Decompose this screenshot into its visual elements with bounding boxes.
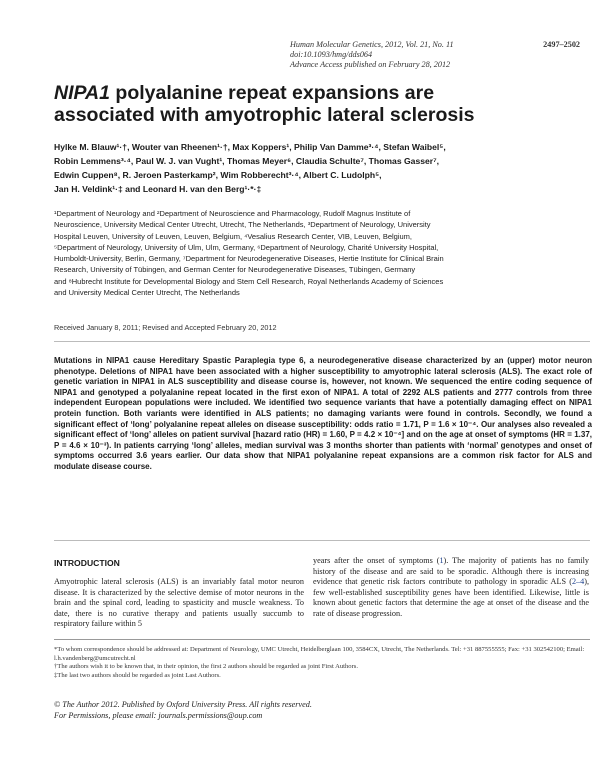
intro-text: ). The majority of patients has no family history of the disease and are said to be sporadic. Although there is increasing evidence that genetic risk factors contribute to pathology in sporadic ALS ( (313, 556, 589, 586)
title-gene: NIPA1 (54, 82, 110, 104)
affiliation-line: and University Medical Center Utrecht, The Netherlands (54, 288, 240, 298)
copyright (54, 699, 594, 721)
citation-link[interactable]: 1 (439, 556, 444, 565)
author-line: Edwin Cuppen⁸, R. Jeroen Pasterkamp², Wim Robberecht³·⁴, Albert C. Ludolph⁵, (54, 170, 382, 180)
footnote-last-authors: ‡The last two authors should be regarded as joint Last Authors. (54, 671, 221, 679)
divider (54, 540, 590, 541)
intro-text: years after the onset of symptoms ( (313, 556, 440, 565)
copyright-line: © The Author 2012. Published by Oxford University Press. All rights reserved. (54, 700, 312, 709)
title-line2: associated with amyotrophic lateral sclerosis (54, 104, 475, 126)
title-line1-rest: polyalanine repeat expansions are (110, 82, 435, 104)
citation-link[interactable]: 2–4 (571, 577, 585, 586)
author-list (54, 140, 594, 196)
journal-citation: Human Molecular Genetics, 2012, Vol. 21, No. 11 (290, 40, 454, 49)
affiliation-line: Research, University of Tübingen, and German Center for Neurodegenerative Diseases, Tübingen, Germany (54, 265, 416, 275)
footnotes (54, 646, 594, 680)
affiliation-line: Humboldt-University, Berlin, Germany, ⁷Department for Neurodegenerative Diseases, Hertie Institute for Clinical Brain (54, 254, 444, 264)
affiliation-line: and ⁸Hubrecht Institute for Developmental Biology and Stem Cell Research, Royal Netherlands Academy of Sciences (54, 276, 444, 286)
doi[interactable]: doi:10.1093/hmg/dds064 (290, 50, 373, 59)
affiliation-line: Hospital Leuven, University of Leuven, Leuven, Belgium, ⁴Vesalius Research Center, VIB, Leuven, Belgium, (54, 231, 413, 241)
advance-access: Advance Access published on February 28, 2012 (290, 60, 451, 69)
author-line: Robin Lemmens³·⁴, Paul W. J. van Vught¹, Thomas Meyer⁶, Claudia Schulte⁷, Thomas Gasser⁷, (54, 156, 440, 166)
page-range: 2497–2502 (543, 40, 580, 49)
intro-column-right (313, 556, 589, 619)
received-dates: Received January 8, 2011; Revised and Accepted February 20, 2012 (54, 323, 277, 332)
divider (54, 341, 590, 342)
journal-header (290, 40, 580, 70)
footnote-divider (54, 639, 590, 640)
affiliations (54, 208, 594, 298)
section-heading: INTRODUCTION (54, 558, 120, 568)
author-line: Hylke M. Blauw¹·†, Wouter van Rheenen¹·†, Max Koppers¹, Philip Van Damme³·⁴, Stefan Waibel⁵, (54, 142, 446, 152)
intro-text: ), few well-established susceptibility genes have been identified. Likewise, little is known about genetic factors that determine the age at onset of the disease and the rate of disease progression. (313, 577, 589, 618)
affiliation-line: ¹Department of Neurology and ²Department of Neuroscience and Pharmacology, Rudolf Magnus Institute of (54, 209, 411, 218)
author-line: Jan H. Veldink¹·‡ and Leonard H. van den Berg¹·*·‡ (54, 184, 262, 194)
article-title (54, 82, 554, 126)
intro-column-left: Amyotrophic lateral sclerosis (ALS) is an invariably fatal motor neuron disease. It is characterized by the selective demise of motor neurons in the brain and the spinal cord, leading to spasticity and muscle weakness. To date, there is no curative therapy and patients usually succumb to respiratory failure within 5 (54, 577, 304, 628)
footnote-first-authors: †The authors wish it to be known that, in their opinion, the first 2 authors should be regarded as joint First Authors. (54, 663, 359, 671)
permissions-line: For Permissions, please email: journals.permissions@oup.com (54, 711, 263, 720)
footnote-correspondence: *To whom correspondence should be addressed at: Department of Neurology, UMC Utrecht, Heidelberglaan 100, 3584CX, Utrecht, The Netherlands. Tel: +31 887555555; Fax: +31 302542100; Email: l.h.vandenberg@umcutrecht.nl (54, 646, 585, 662)
abstract: Mutations in NIPA1 cause Hereditary Spastic Paraplegia type 6, a neurodegenerative disease characterized by an (upper) motor neuron phenotype. Deletions of NIPA1 have been associated with a higher susceptibility to amyotrophic lateral sclerosis (ALS). The exact role of genetic variation in NIPA1 in ALS susceptibility and disease course is, however, not known. We sequenced the entire coding sequence of NIPA1 and genotyped a polyalanine repeat located in the first exon of NIPA1. A total of 2292 ALS patients and 2777 controls from three independent European populations were included. We identified two sequence variants that have a potentially damaging effect on NIPA1 protein function. Both variants were identified in ALS patients; no damaging variants were found in controls. Secondly, we found a significant effect of ‘long’ polyalanine repeat alleles on disease susceptibility: odds ratio = 1.71, P = 1.6 × 10⁻⁴. Our analyses also revealed a significant effect of ‘long’ alleles on patient survival [hazard ratio (HR) = 1.60, P = 4.2 × 10⁻⁴] and on the age at onset of symptoms (HR = 1.37, P = 4.6 × 10⁻³). In patients carrying ‘long’ alleles, median survival was 3 months shorter than patients with ‘normal’ genotypes and onset of symptoms occurred 3.6 years earlier. Our data show that NIPA1 polyalanine repeat expansions are a common risk factor for ALS and modulate disease course. (54, 356, 592, 471)
affiliation-line: ⁵Department of Neurology, University of Ulm, Ulm, Germany, ⁶Department of Neurology, Charité University Hospital, (54, 242, 439, 252)
affiliation-line: Neuroscience, University Medical Center Utrecht, Utrecht, The Netherlands, ³Department of Neurology, University (54, 220, 431, 230)
